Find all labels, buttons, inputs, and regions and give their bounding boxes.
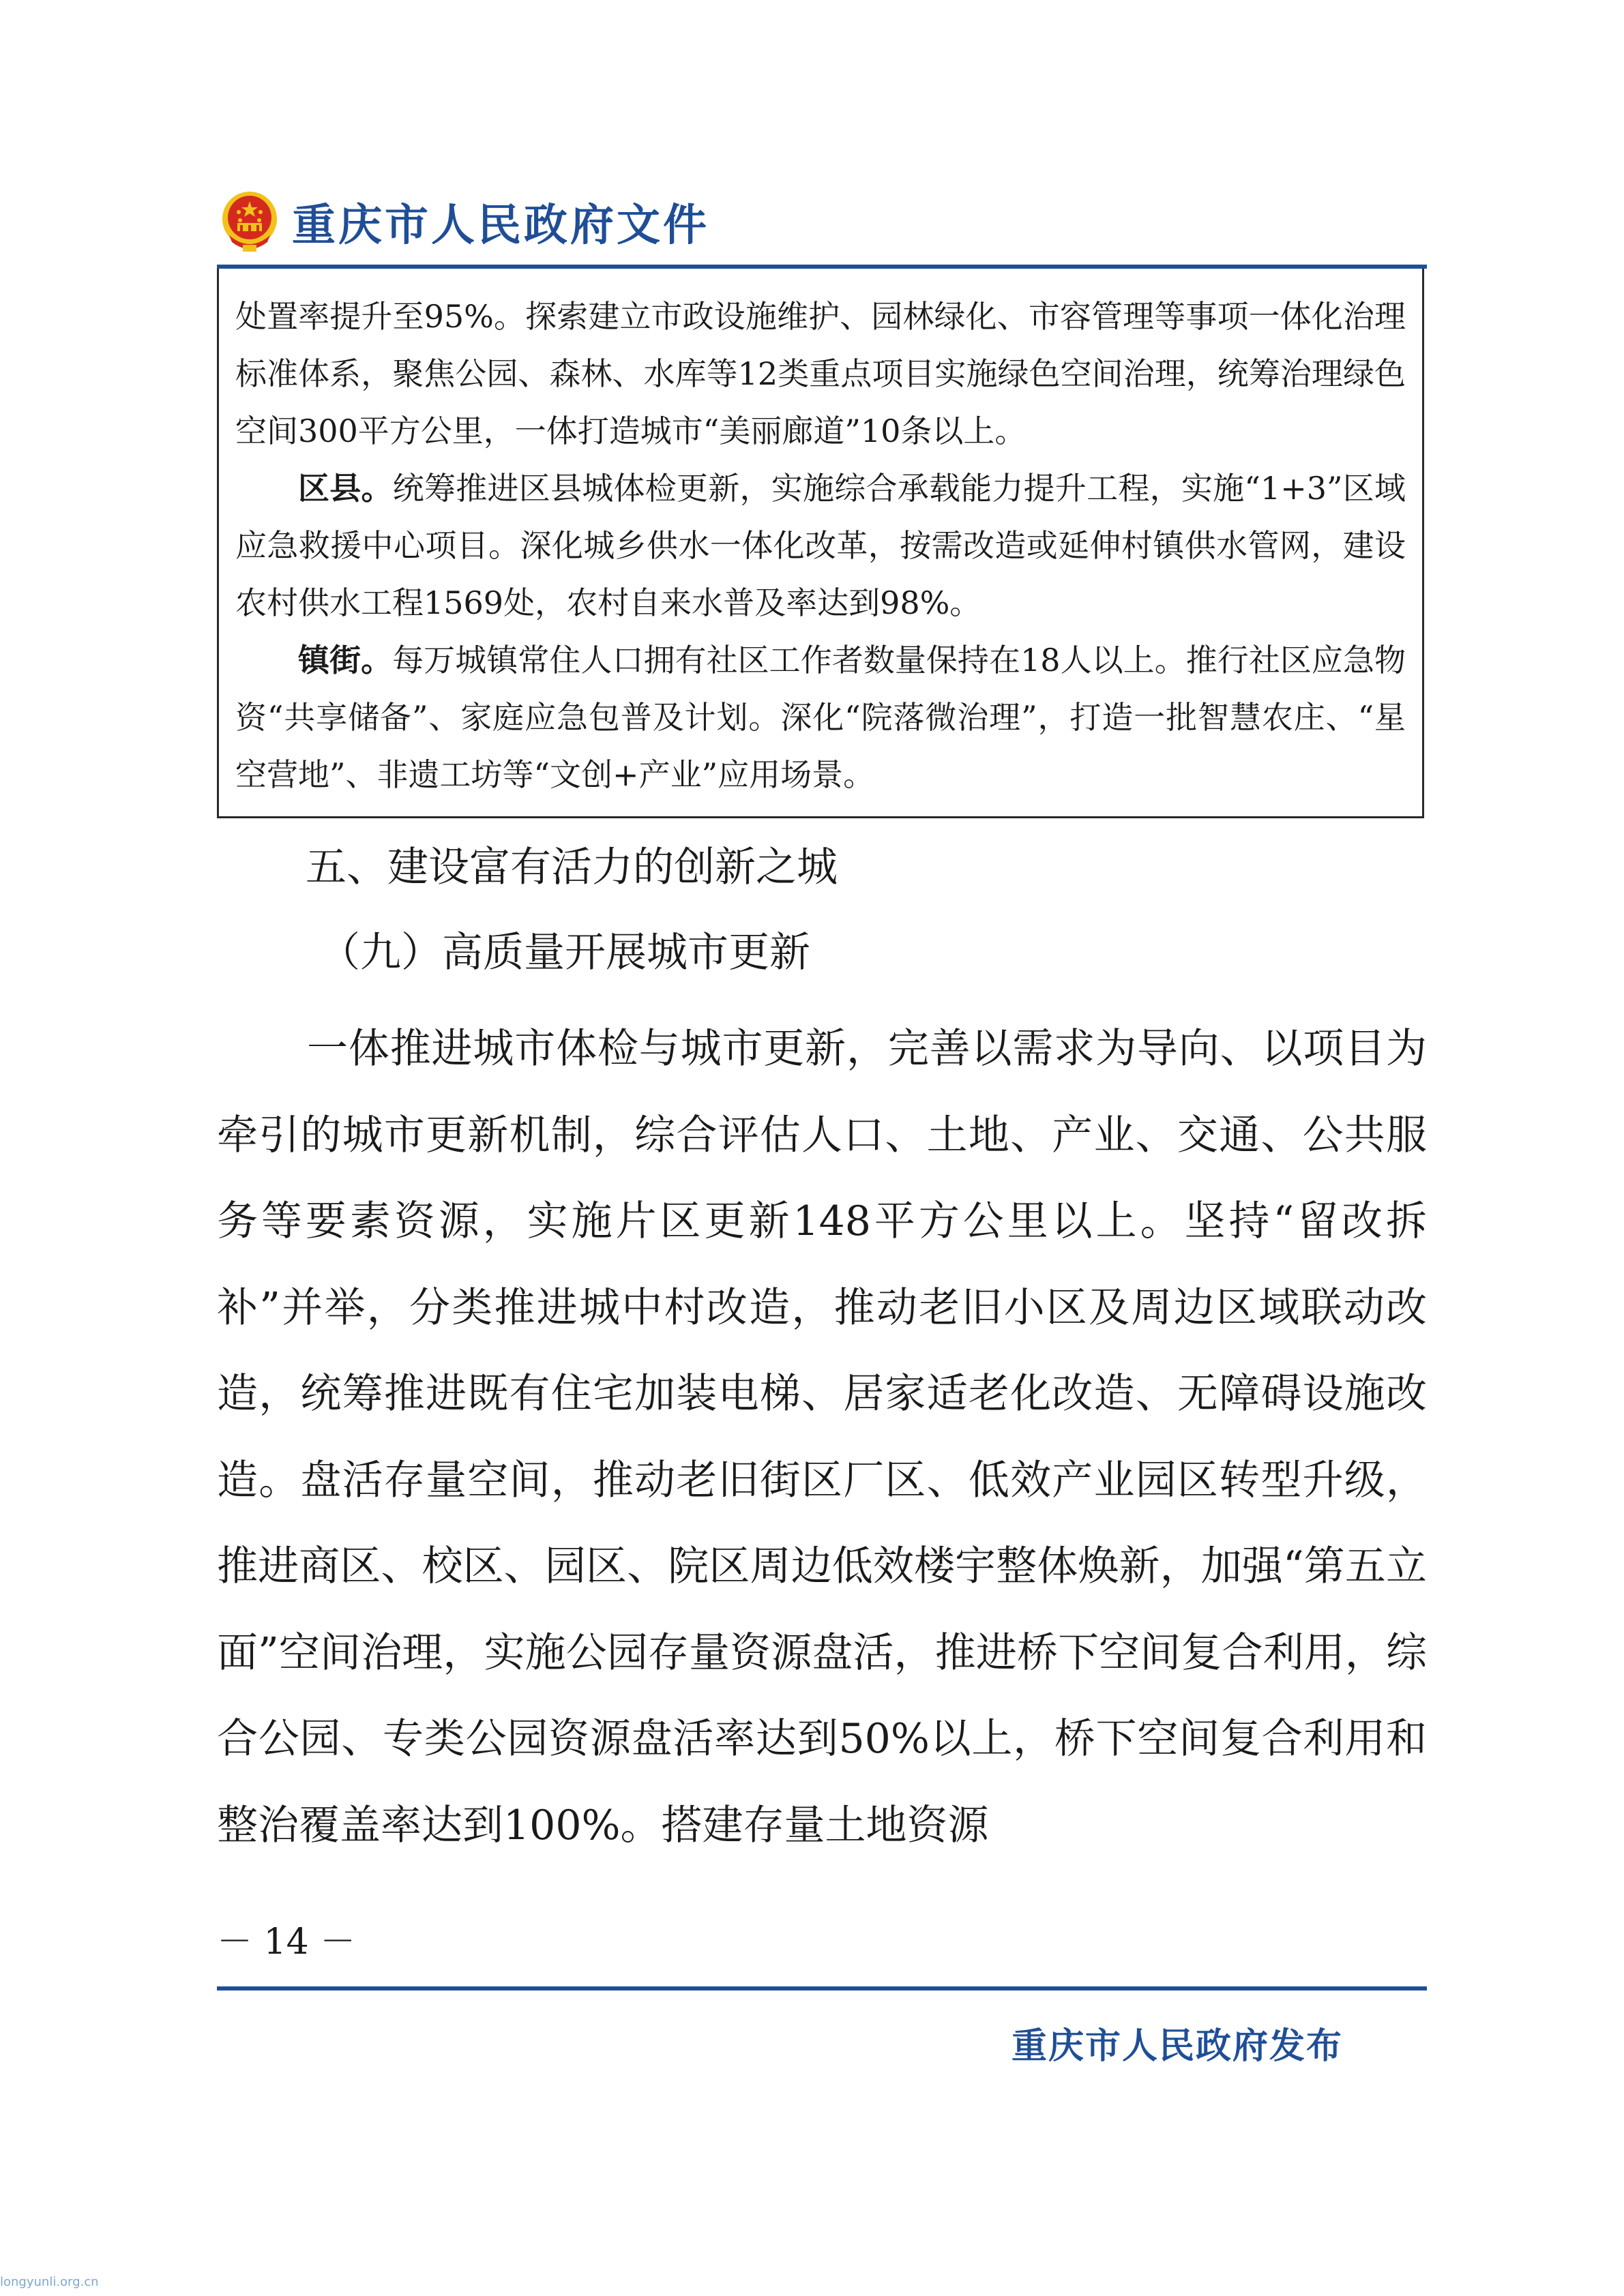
- document-header: [220, 184, 709, 259]
- box-paragraph-city: 处置率提升至95%。探索建立市政设施维护、园林绿化、市容管理等事项一体化治理标准体系，聚焦公园、森林、水库等12类重点项目实施绿色空间治理，统筹治理绿色空间300平方公里，一体打造城市“美丽廊道”10条以上。: [235, 298, 1406, 449]
- box-lead-district: 区县。: [298, 470, 393, 507]
- body-text: [217, 1006, 1427, 1868]
- box-paragraph-district: [235, 460, 1406, 631]
- footer-publisher: 重庆市人民政府发布: [1011, 2025, 1343, 2067]
- box-text-district: 统筹推进区县城体检更新，实施综合承载能力提升工程，实施“1+3”区域应急救援中心项目。深化城乡供水一体化改革，按需改造或延伸村镇供水管网，建设农村供水工程1569处，农村自来水普及率达到98%。: [235, 470, 1406, 621]
- watermark: longyunli.org.cn: [0, 2275, 99, 2289]
- footer-divider: [217, 1986, 1427, 1991]
- national-emblem-icon: [220, 188, 280, 256]
- subsection-heading: （九）高质量开展城市更新: [319, 929, 810, 976]
- box-lead-town: 镇街。: [298, 642, 393, 679]
- boxed-content: [217, 269, 1424, 818]
- body-paragraph: 一体推进城市体检与城市更新，完善以需求为导向、以项目为牵引的城市更新机制，综合评估人口、土地、产业、交通、公共服务等要素资源，实施片区更新148平方公里以上。坚持“留改拆补”并举，分类推进城中村改造，推动老旧小区及周边区域联动改造，统筹推进既有住宅加装电梯、居家适老化改造、无障碍设施改造。盘活存量空间，推动老旧街区厂区、低效产业园区转型升级，推进商区、校区、园区、院区周边低效楼宇整体焕新，加强“第五立面”空间治理，实施公园存量资源盘活，推进桥下空间复合利用，综合公园、专类公园资源盘活率达到50%以上，桥下空间复合利用和整治覆盖率达到100%。搭建存量土地资源: [217, 1025, 1427, 1849]
- document-header-title: 重庆市人民政府文件: [292, 200, 709, 251]
- section-heading: 五、建设富有活力的创新之城: [306, 844, 838, 891]
- box-text-town: 每万城镇常住人口拥有社区工作者数量保持在18人以上。推行社区应急物资“共享储备”、家庭应急包普及计划。深化“院落微治理”，打造一批智慧农庄、“星空营地”、非遗工坊等“文创+产业”应用场景。: [235, 642, 1406, 793]
- box-paragraph-town: [235, 631, 1406, 803]
- page-number: － 14 －: [217, 1922, 356, 1963]
